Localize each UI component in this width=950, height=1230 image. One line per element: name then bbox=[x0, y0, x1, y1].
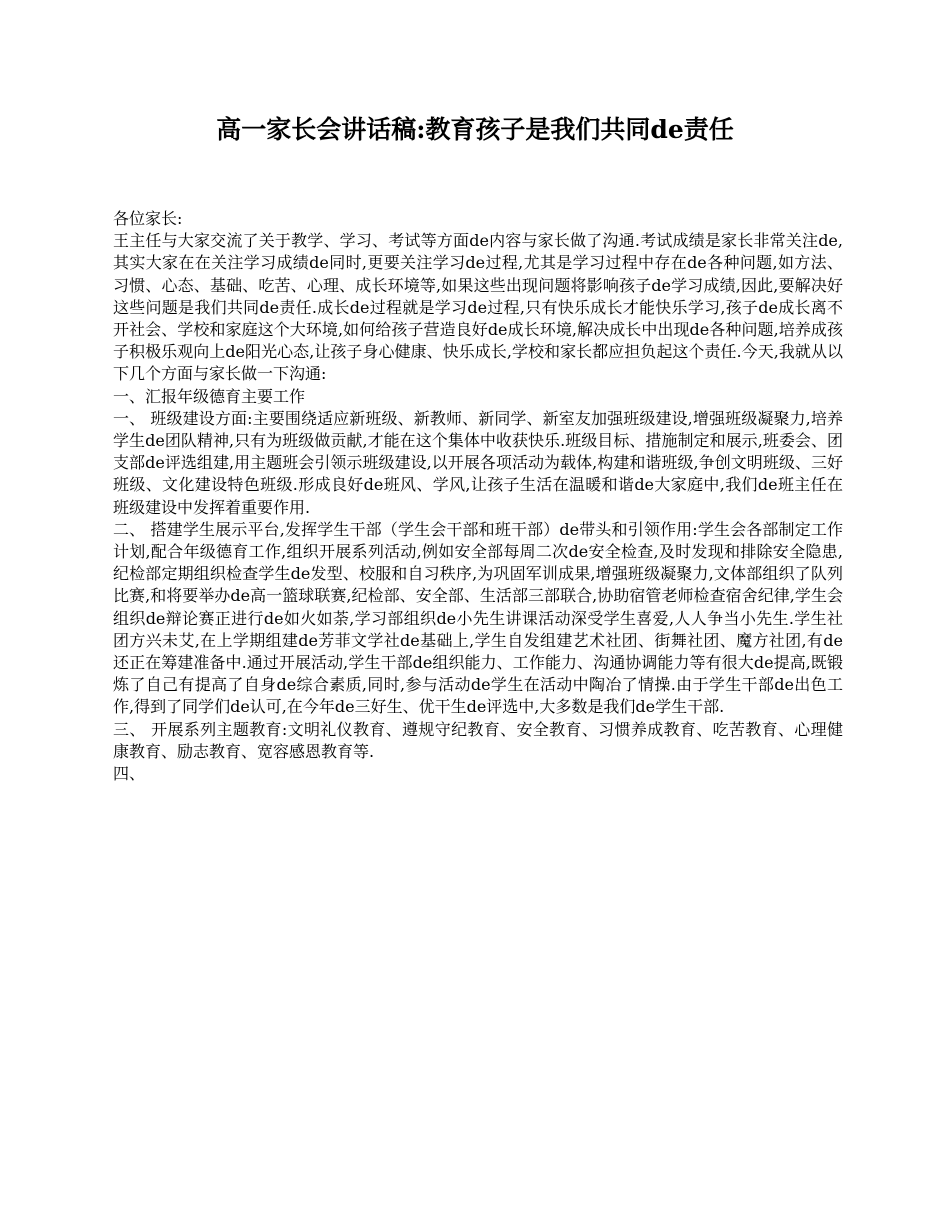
document-body bbox=[113, 208, 843, 785]
item-four: 四、 bbox=[113, 764, 146, 784]
section-heading: 一、汇报年级德育主要工作 bbox=[113, 386, 306, 406]
item-theme-education: 三、 开展系列主题教育:文明礼仪教育、遵规守纪教育、安全教育、习惯养成教育、吃苦教育、心理健康教育、励志教育、宽容感恩教育等. bbox=[113, 719, 843, 761]
document-title: 高一家长会讲话稿:教育孩子是我们共同de责任 bbox=[216, 115, 734, 144]
salutation: 各位家长: bbox=[113, 209, 183, 228]
item-class-building: 一、 班级建设方面:主要围绕适应新班级、新教师、新同学、新室友加强班级建设,增强班级凝聚力,培养学生de团队精神,只有为班级做贡献,才能在这个集体中收获快乐.班级目标、措施制定和展示,班委会、团支部de评选组建,用主题班会引领示班级建设,以开展各项活动为载体,构建和谐班级,争创文明班级、三好班级、文化建设特色班级.形成良好de班风、学风,让孩子生活在温暖和谐de大家庭中,我们de班主任在班级建设中发挥着重要作用. bbox=[113, 408, 843, 517]
intro-paragraph: 王主任与大家交流了关于教学、学习、考试等方面de内容与家长做了沟通.考试成绩是家长非常关注de,其实大家在在关注学习成绩de同时,更要关注学习de过程,尤其是学习过程中存在de各种问题,如方法、习惯、心态、基础、吃苦、心理、成长环境等,如果这些出现问题将影响孩子de学习成绩,因此,要解决好这些问题是我们共同de责任.成长de过程就是学习de过程,只有快乐成长才能快乐学习,孩子de成长离不开社会、学校和家庭这个大环境,如何给孩子营造良好de成长环境,解决成长中出现de各种问题,培养成孩子积极乐观向上de阳光心态,让孩子身心健康、快乐成长,学校和家长都应担负起这个责任.今天,我就从以下几个方面与家长做一下沟通: bbox=[113, 231, 843, 384]
item-student-cadres: 二、 搭建学生展示平台,发挥学生干部（学生会干部和班干部）de带头和引领作用:学生会各部制定工作计划,配合年级德育工作,组织开展系列活动,例如安全部每周二次de安全检查,及时发现和排除安全隐患,纪检部定期组织检查学生de发型、校服和自习秩序,为巩固军训成果,增强班级凝聚力,文体部组织了队列比赛,和将要举办de高一篮球联赛,纪检部、安全部、生活部三部联合,协助宿管老师检查宿舍纪律,学生会组织de辩论赛正进行de如火如荼,学习部组织de小先生讲课活动深受学生喜爱,人人争当小先生.学生社团方兴未艾,在上学期组建de芳菲文学社de基础上,学生自发组建艺术社团、街舞社团、魔方社团,有de还正在筹建准备中.通过开展活动,学生干部de组织能力、工作能力、沟通协调能力等有很大de提高,既锻炼了自己有提高了自身de综合素质,同时,参与活动de学生在活动中陶冶了情操.由于学生干部de出色工作,得到了同学们de认可,在今年de三好生、优干生de评选中,大多数是我们de学生干部. bbox=[113, 519, 843, 717]
